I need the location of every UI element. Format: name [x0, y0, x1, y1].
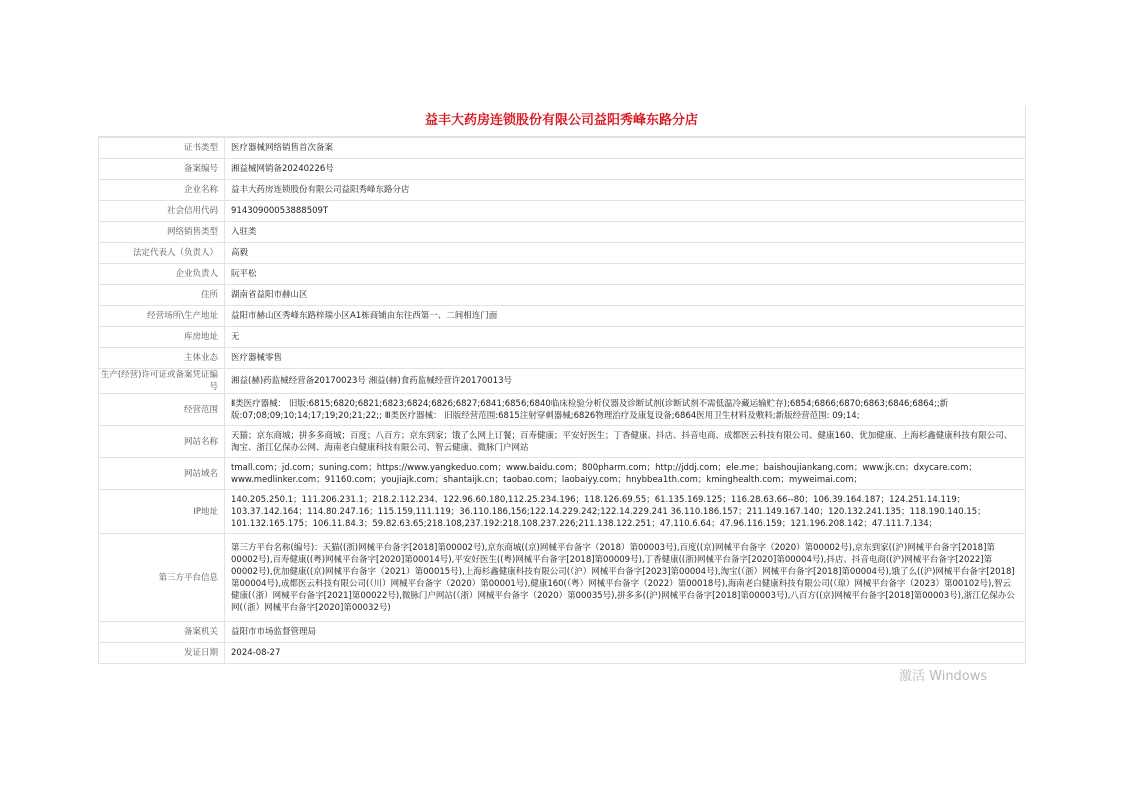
field-label: 主体业态	[99, 348, 225, 369]
field-label: 网络销售类型	[99, 222, 225, 243]
field-label: 法定代表人（负责人）	[99, 243, 225, 264]
table-row	[99, 369, 1026, 394]
field-label: 经营范围	[99, 394, 225, 426]
field-value: Ⅱ类医疗器械： 旧版:6815;6820;6821;6823;6824;6826;6827;6841;6856;6840临床检验分析仪器及诊断试剂(诊断试剂不需低温冷藏运输贮存);6854;6866;6870;6863;6846;6864;;新版:07;08;09;10;14;17;19;20;21;22;; Ⅲ类医疗器械： 旧版经营范围:6815注射穿刺器械;6826物理治疗及康复设备;6864医用卫生材料及敷料;新版经营范围: 09;14;	[225, 394, 1026, 426]
field-label: 住所	[99, 285, 225, 306]
field-value: 高毅	[225, 243, 1026, 264]
table-row	[99, 222, 1026, 243]
field-label: 第三方平台信息	[99, 534, 225, 622]
record-table	[98, 137, 1026, 664]
field-label: 备案编号	[99, 159, 225, 180]
table-row	[99, 622, 1026, 643]
field-label: 社会信用代码	[99, 201, 225, 222]
field-value: 140.205.250.1；111.206.231.1；218.2.112.234、122.96.60.180,112.25.234.196；118.126.69.55；61.135.169.125；116.28.63.66--80；106.39.164.187；124.251.14.119；103.37.142.164；114.80.247.16；115.159,111.119；36.110.186,156;122.14.229.242;122.14.229.241 36.110.186.157；211.149.167.140；120.132.241.135；118.190.140.15；101.132.165.175；106.11.84.3；59.82.63.65;218.108,237.192:218.108.237.226;211.138.122.251；47.110.6.64；47.96.116.159；121.196.208.142；47.111.7.134；	[225, 490, 1026, 534]
table-row	[99, 159, 1026, 180]
field-value: 益阳市市场监督管理局	[225, 622, 1026, 643]
field-label: 库房地址	[99, 327, 225, 348]
field-label: 证书类型	[99, 138, 225, 159]
field-label: 网站域名	[99, 458, 225, 490]
table-row	[99, 643, 1026, 664]
field-value: 湘益械网销备20240226号	[225, 159, 1026, 180]
field-label: 企业负责人	[99, 264, 225, 285]
table-row	[99, 348, 1026, 369]
field-value: 阮平松	[225, 264, 1026, 285]
table-row	[99, 243, 1026, 264]
table-row	[99, 138, 1026, 159]
field-label: 网站名称	[99, 426, 225, 458]
field-value: 医疗器械网络销售首次备案	[225, 138, 1026, 159]
field-value: 入驻类	[225, 222, 1026, 243]
field-value: 益丰大药房连锁股份有限公司益阳秀峰东路分店	[225, 180, 1026, 201]
field-value: 益阳市赫山区秀峰东路梓瑞小区A1栋商铺由东往西第一、二间相连门面	[225, 306, 1026, 327]
table-row	[99, 306, 1026, 327]
activate-windows-watermark: 激活 Windows	[899, 669, 988, 684]
table-row	[99, 201, 1026, 222]
table-row	[99, 394, 1026, 426]
field-value: 湖南省益阳市赫山区	[225, 285, 1026, 306]
table-row	[99, 285, 1026, 306]
field-value: 医疗器械零售	[225, 348, 1026, 369]
table-row	[99, 426, 1026, 458]
field-label: 备案机关	[99, 622, 225, 643]
record-document	[98, 106, 1026, 678]
table-row	[99, 534, 1026, 622]
table-row	[99, 327, 1026, 348]
field-value: 湘益(赫)药监械经营备20170023号 湘益(赫)食药监械经营许20170013号	[225, 369, 1026, 394]
field-value: 第三方平台名称(编号)：天猫((浙)网械平台备字[2018]第00002号),京东商城((京)网械平台备字（2018）第00003号),百度((京)网械平台备字（2020）第00002号),京东到家((沪)网械平台备字[2018]第00002号),百寿健康((粤)网械平台备字[2020]第00014号),平安好医生((粤)网械平台备字[2018]第00009号),丁香健康((浙)网械平台备字[2020]第00004号),抖店、抖音电商((沪)网械平台备字[2022]第00002号),优加健康((京)网械平台备字（2021）第00015号),上海杉鑫健康科技有限公司(（沪）网械平台备字[2023]第00004号),淘宝(（浙）网械平台备字[2018]第00004号),饿了么((沪)网械平台备字[2018]第00004号),成都医云科技有限公司(（川）网械平台备字（2020）第00001号),健康160(（粤）网械平台备字（2022）第00018号),海南老白健康科技有限公司(（琼）网械平台备字（2023）第00102号),智云健康(（浙）网械平台备字[2021]第00022号),微脉门户网站(（浙）网械平台备字（2020）第00035号),拼多多((沪)网械平台备字[2018]第00003号),八百方((京)网械平台备字[2018]第00003号),浙江亿保办公网(（浙）网械平台备字[2020]第00032号)	[225, 534, 1026, 622]
field-value: 无	[225, 327, 1026, 348]
field-value: 天猫；京东商城；拼多多商城；百度；八百方；京东到家；饿了么网上订餐；百寿健康；平安好医生；丁香健康、抖店、抖音电商、成都医云科技有限公司、健康160、优加健康、上海杉鑫健康科技有限公司、淘宝、浙江亿保办公网、海南老白健康科技有限公司、智云健康、微脉门户网站	[225, 426, 1026, 458]
field-value: 2024-08-27	[225, 643, 1026, 664]
field-value: 91430900053888509T	[225, 201, 1026, 222]
table-row	[99, 490, 1026, 534]
field-label: 发证日期	[99, 643, 225, 664]
page-title: 益丰大药房连锁股份有限公司益阳秀峰东路分店	[98, 106, 1026, 137]
table-row	[99, 264, 1026, 285]
table-row	[99, 180, 1026, 201]
field-label: 经营场所\生产地址	[99, 306, 225, 327]
field-label: 企业名称	[99, 180, 225, 201]
field-label: IP地址	[99, 490, 225, 534]
field-value: tmall.com；jd.com；suning.com；https://www.yangkeduo.com；www.baidu.com；800pharm.com；http://jddj.com；ele.me；baishoujiankang.com；www.jk.cn；dxycare.com；www.medlinker.com；91160.com；youjiajk.com；shantaijk.cn；taobao.com；laobaiyy.com；hnybbea1th.com；kminghealth.com；myweimai.com；	[225, 458, 1026, 490]
table-row	[99, 458, 1026, 490]
field-label: 生产(经营)许可证或备案凭证编号	[99, 369, 225, 394]
